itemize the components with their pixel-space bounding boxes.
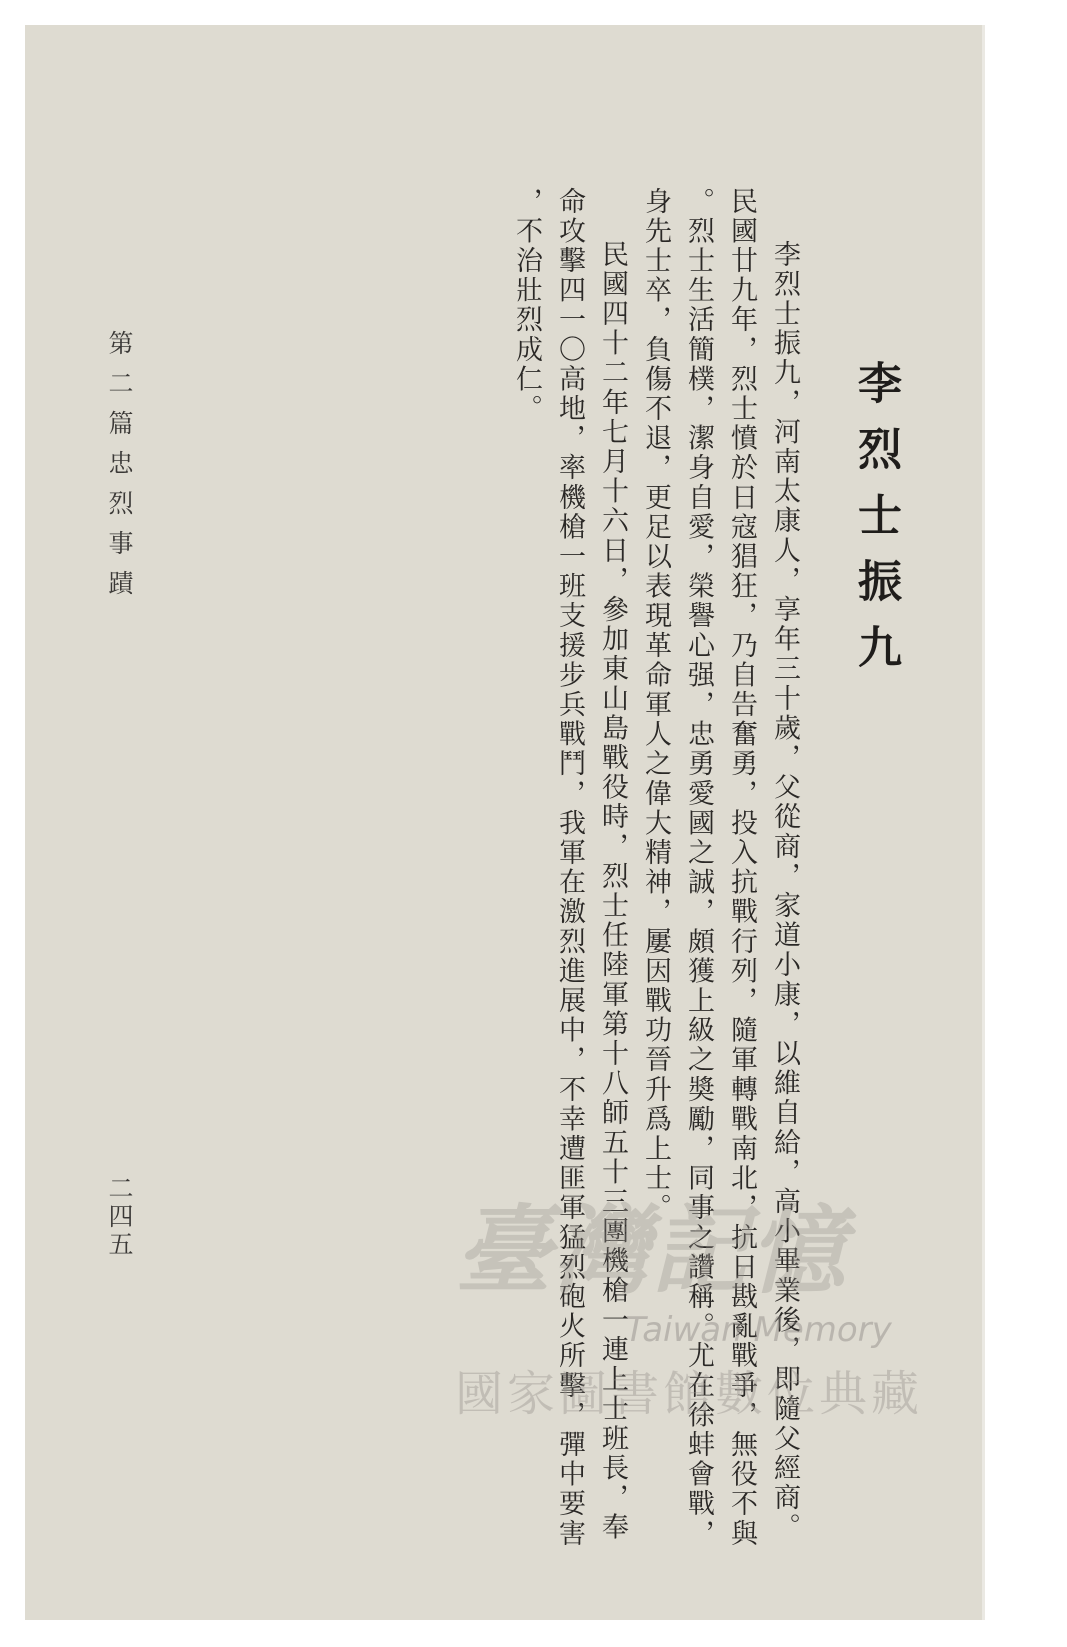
body-line: 民國廿九年，烈士憤於日寇猖狂，乃自告奮勇，投入抗戰行列，隨軍轉戰南北，抗日戡亂戰爭，無役不與 (726, 187, 757, 1549)
watermark-subtitle: 國家圖書館數位典藏 (455, 1366, 924, 1422)
body-line: 李烈士振九，河南太康人，享年三十歲，父從商，家道小康，以維自給，高小畢業後，即隨父經商。 (769, 240, 800, 1543)
body-line: 命攻擊四一〇高地，率機槍一班支援步兵戰鬥，我軍在激烈進展中，不幸遭匪軍猛烈砲火所擊，彈中要害 (554, 187, 585, 1549)
page-title: 李烈士振九 (850, 360, 901, 690)
body-line: 身先士卒，負傷不退，更足以表現革命軍人之偉大精神，屢因戰功晉升爲上士。 (640, 187, 671, 1223)
watermark-english: Taiwan Memory (625, 1310, 892, 1350)
body-line: 民國四十二年七月十六日，參加東山島戰役時，烈士任陸軍第十八師五十三團機槍一連上士班長，奉 (597, 240, 628, 1543)
watermark-logo: 臺灣記憶 (455, 1194, 847, 1307)
running-head: 第二篇忠烈事蹟 (105, 330, 134, 610)
body-line: 。烈士生活簡樸，潔身自愛，榮譽心强，忠勇愛國之誠，頗獲上級之奬勵，同事之讚稱。尤在徐蚌會戰， (683, 187, 714, 1549)
body-line: ，不治壯烈成仁。 (511, 187, 542, 424)
page-number: 二四五 (105, 1175, 134, 1259)
